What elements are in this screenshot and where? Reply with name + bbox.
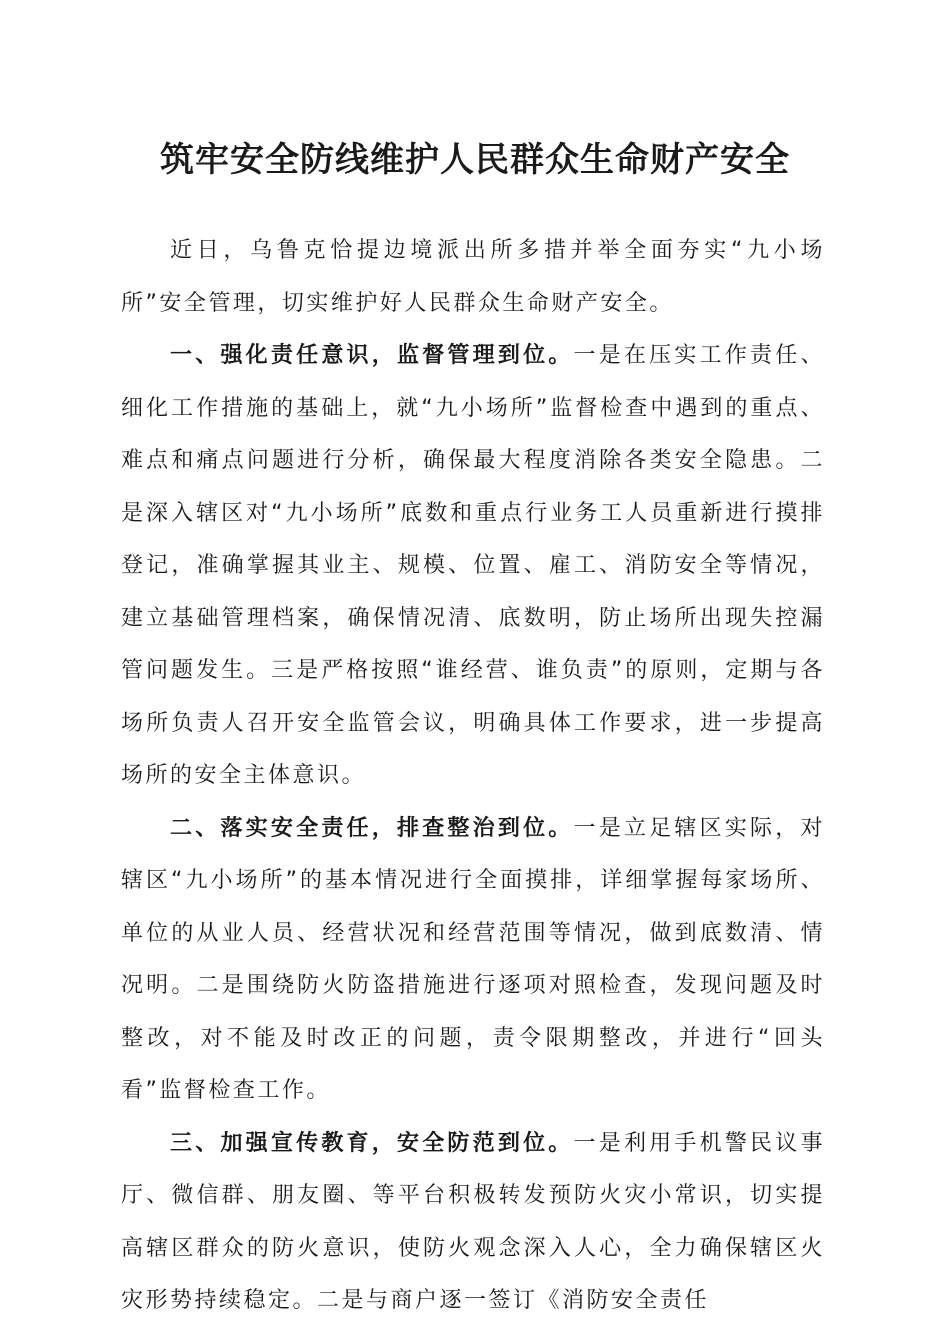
document-body xyxy=(121,225,825,1328)
section-two-paragraph xyxy=(121,803,825,1118)
section-three-text: 一是利用手机警民议事厅、微信群、朋友圈、等平台积极转发预防火灾小常识，切实提高辖区群众的防火意识，使防火观念深入人心，全力确保辖区火灾形势持续稳定。二是与商户逐一签订《消防安全责任 xyxy=(121,1130,825,1313)
section-one-paragraph xyxy=(121,330,825,803)
document-title: 筑牢安全防线维护人民群众生命财产安全 xyxy=(160,140,790,180)
section-one-heading: 一、强化责任意识，监督管理到位。 xyxy=(170,343,574,368)
section-three-paragraph xyxy=(121,1118,825,1328)
intro-paragraph-text: 近日，乌鲁克恰提边境派出所多措并举全面夯实“九小场所”安全管理，切实维护好人民群众生命财产安全。 xyxy=(121,238,825,316)
section-two-text: 一是立足辖区实际，对辖区“九小场所”的基本情况进行全面摸排，详细掌握每家场所、单位的从业人员、经营状况和经营范围等情况，做到底数清、情况明。二是围绕防火防盗措施进行逐项对照检查，发现问题及时整改，对不能及时改正的问题，责令限期整改，并进行“回头看”监督检查工作。 xyxy=(121,815,825,1103)
intro-paragraph xyxy=(121,225,825,330)
section-two-heading: 二、落实安全责任，排查整治到位。 xyxy=(170,815,574,841)
section-one-text: 一是在压实工作责任、细化工作措施的基础上，就“九小场所”监督检查中遇到的重点、难点和痛点问题进行分析，确保最大程度消除各类安全隐患。二是深入辖区对“九小场所”底数和重点行业务工人员重新进行摸排登记，准确掌握其业主、规模、位置、雇工、消防安全等情况，建立基础管理档案，确保情况清、底数明，防止场所出现失控漏管问题发生。三是严格按照“谁经营、谁负责”的原则，定期与各场所负责人召开安全监管会议，明确具体工作要求，进一步提高场所的安全主体意识。 xyxy=(121,343,825,788)
section-three-heading: 三、加强宣传教育，安全防范到位。 xyxy=(170,1130,574,1156)
